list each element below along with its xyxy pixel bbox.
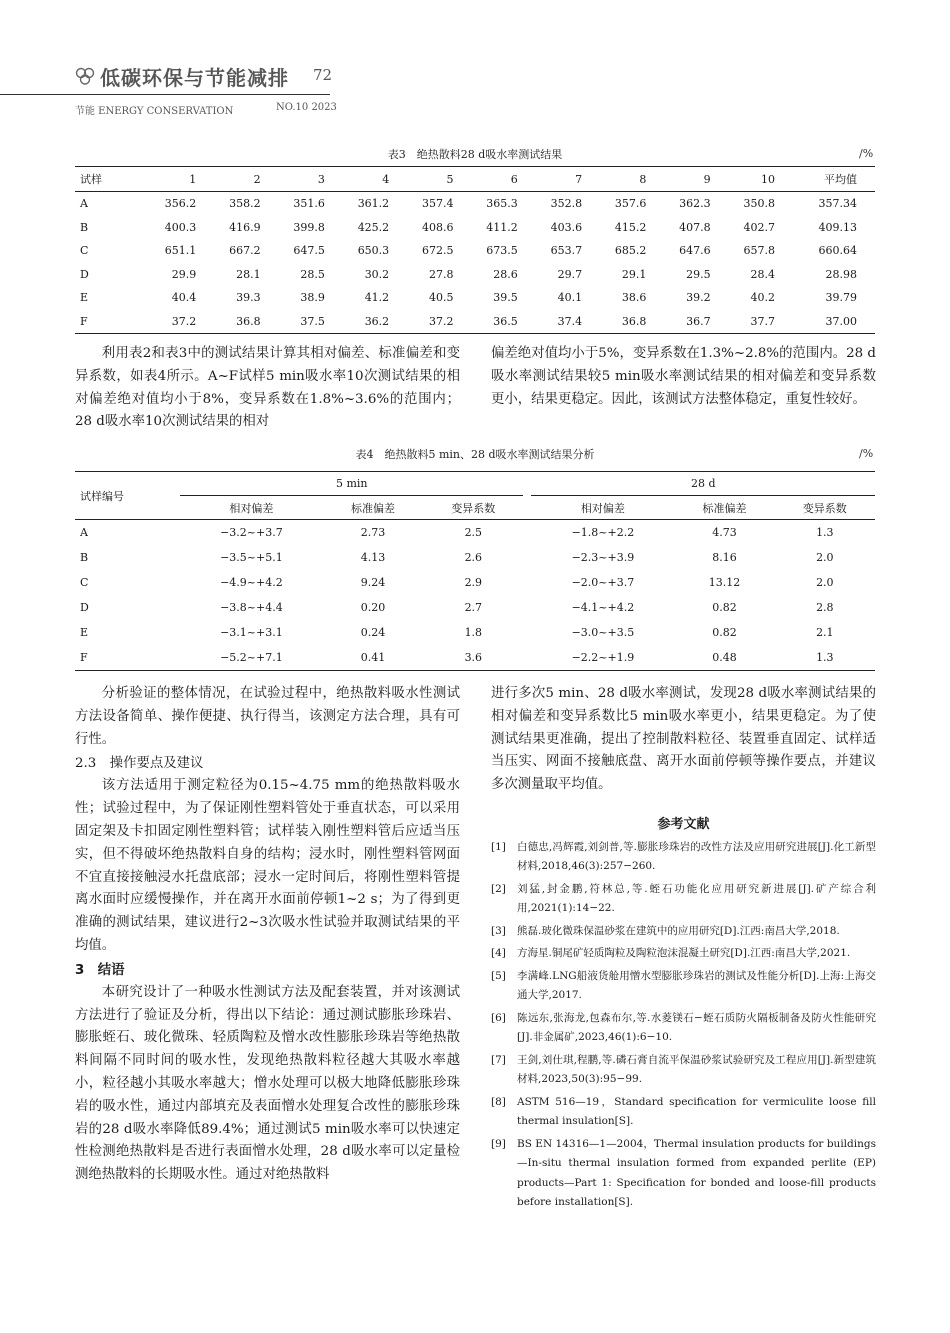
paragraph-results-right: 偏差绝对值均小于5%，变异系数在1.3%~2.8%的范围内。28 d吸水率测试结果较5 min吸水率测试结果的相对偏差和变异系数更小，结果更稳定。因此，该测试方法整体稳定，重复性较好。 bbox=[491, 346, 876, 407]
table3-value-cell: 29.7 bbox=[557, 267, 583, 281]
reference-item bbox=[491, 1093, 876, 1132]
table3-value-cell: 352.8 bbox=[550, 197, 583, 211]
table4-unit: /% bbox=[859, 447, 874, 460]
table3-sample-cell: A bbox=[80, 197, 88, 211]
table3-value-cell: 365.3 bbox=[486, 197, 518, 211]
reference-item bbox=[491, 838, 876, 877]
table3-value-cell: 673.5 bbox=[486, 244, 518, 258]
table4-value-cell: −2.0~+3.7 bbox=[571, 576, 635, 589]
table3-header-cell: 5 bbox=[397, 167, 461, 192]
heading-3-conclusion: 3 结语 bbox=[75, 962, 125, 978]
table4-gap-cell bbox=[523, 595, 531, 620]
table4-row bbox=[75, 620, 875, 645]
table4-value-cell: 2.9 bbox=[464, 576, 483, 589]
table4-value-cell: −2.3~+3.9 bbox=[571, 551, 635, 564]
reference-number: [1] bbox=[491, 840, 506, 853]
table3-value-cell: 425.2 bbox=[357, 220, 390, 234]
journal-title: 低碳环保与节能减排 bbox=[100, 66, 289, 90]
table3-caption: 表3 绝热散料28 d吸水率测试结果 bbox=[387, 148, 563, 161]
reference-number: [5] bbox=[491, 969, 506, 982]
paragraph-conclusion-cont: 进行多次5 min、28 d吸水率测试，发现28 d吸水率测试结果的相对偏差和变异系数比5 min吸水率更小，结果更稳定。为了使测试结果更准确，提出了控制散料粒径、装置垂直固定、试样适当压实、网面不接触底盘、离开水面前停顿等操作要点，并建议多次测量取平均值。 bbox=[491, 686, 876, 793]
table4-value-cell: 2.1 bbox=[816, 626, 834, 639]
table3-row bbox=[75, 239, 875, 263]
heading-2-3: 2.3 操作要点及建议 bbox=[75, 756, 204, 772]
table3-sample-cell: D bbox=[80, 267, 89, 281]
table4-group-5min: 5 min bbox=[180, 472, 523, 496]
table4-value-cell: 8.16 bbox=[712, 551, 737, 564]
table4-value-cell: 2.73 bbox=[360, 526, 386, 539]
paragraph-results-left: 利用表2和表3中的测试结果计算其相对偏差、标准偏差和变异系数，如表4所示。A~F试样5 min吸水率10次测试结果的相对偏差绝对值均小于8%，变异系数在1.8%~3.6%的范围内；28 d吸水率10次测试结果的相对 bbox=[75, 346, 460, 430]
reference-number: [9] bbox=[491, 1137, 506, 1150]
table4-gap-cell bbox=[523, 520, 531, 546]
table3-value-cell: 28.5 bbox=[300, 267, 325, 281]
table3-value-cell: 40.5 bbox=[428, 291, 454, 305]
table3-value-cell: 36.2 bbox=[364, 314, 390, 328]
table3-value-cell: 28.98 bbox=[825, 267, 857, 281]
table4-value-cell: −5.2~+7.1 bbox=[220, 651, 283, 664]
table4-value-cell: −4.1~+4.2 bbox=[571, 601, 635, 614]
references-list bbox=[491, 838, 876, 1213]
table4-sample-cell: E bbox=[80, 626, 89, 639]
table4-gap-cell bbox=[523, 545, 531, 570]
table4-group-row bbox=[75, 472, 875, 496]
table3-value-cell: 39.5 bbox=[493, 291, 518, 305]
table3-value-cell: 28.6 bbox=[493, 267, 518, 281]
table3-value-cell: 41.2 bbox=[364, 291, 390, 305]
table3-value-cell: 36.7 bbox=[686, 314, 711, 328]
table4-row bbox=[75, 645, 875, 671]
table3-value-cell: 29.1 bbox=[621, 267, 647, 281]
reference-text: ASTM 516—19，Standard specification for vermiculite loose fill thermal insulation[S]. bbox=[517, 1095, 876, 1128]
table3-value-cell: 29.9 bbox=[171, 267, 197, 281]
table4-sample-header: 试样编号 bbox=[75, 472, 180, 520]
table4-value-cell: 4.13 bbox=[360, 551, 386, 564]
table3-header-cell: 1 bbox=[140, 167, 204, 192]
table3-value-cell: 650.3 bbox=[357, 244, 390, 258]
table3-row bbox=[75, 216, 875, 240]
table4-value-cell: 2.8 bbox=[816, 601, 834, 614]
table4-value-cell: −3.2~+3.7 bbox=[220, 526, 283, 539]
table4-value-cell: −3.0~+3.5 bbox=[571, 626, 635, 639]
table4-gap-cell bbox=[523, 620, 531, 645]
table4-value-cell: 3.6 bbox=[464, 651, 483, 664]
table3-value-cell: 657.8 bbox=[743, 244, 775, 258]
table3-value-cell: 39.2 bbox=[686, 291, 711, 305]
table3-value-cell: 408.6 bbox=[421, 220, 454, 234]
table3-header-cell: 8 bbox=[590, 167, 654, 192]
table3-sample-cell: C bbox=[80, 244, 89, 258]
table4-value-cell: 0.82 bbox=[712, 626, 737, 639]
table4-sample-cell: F bbox=[80, 651, 88, 664]
table3-value-cell: 403.6 bbox=[550, 220, 583, 234]
table4-gap-cell bbox=[523, 645, 531, 671]
reference-item bbox=[491, 880, 876, 919]
journal-logo-icon bbox=[75, 67, 95, 85]
table4-value-cell: 0.24 bbox=[360, 626, 386, 639]
table3-value-cell: 38.9 bbox=[300, 291, 325, 305]
table4-subheader-cell: 变异系数 bbox=[423, 496, 523, 520]
table3-value-cell: 40.2 bbox=[750, 291, 775, 305]
table4-value-cell: 9.24 bbox=[360, 576, 386, 589]
table3-value-cell: 357.6 bbox=[614, 197, 647, 211]
table3-header-cell: 7 bbox=[526, 167, 590, 192]
table3-value-cell: 38.6 bbox=[621, 291, 647, 305]
reference-text: 方海星.铜尾矿轻质陶粒及陶粒泡沫混凝土研究[D].江西:南昌大学,2021. bbox=[517, 947, 851, 960]
reference-text: 刘猛,封金鹏,符林总,等.蛭石功能化应用研究新进展[J].矿产综合利用,2021(1):14−22. bbox=[517, 882, 876, 915]
table4-value-cell: 2.0 bbox=[816, 551, 834, 564]
page-number: 72 bbox=[313, 66, 333, 84]
table4-row bbox=[75, 520, 875, 546]
table3-value-cell: 647.6 bbox=[679, 244, 711, 258]
section-label: 节能 ENERGY CONSERVATION bbox=[75, 106, 234, 117]
table4-subheader-row bbox=[75, 496, 875, 520]
table3-value-cell: 36.8 bbox=[621, 314, 647, 328]
right-column bbox=[491, 683, 876, 1216]
table3-value-cell: 357.34 bbox=[818, 197, 857, 211]
table3-value-cell: 361.2 bbox=[357, 197, 390, 211]
table3-header-cell: 试样 bbox=[75, 167, 140, 192]
table3-value-cell: 672.5 bbox=[421, 244, 454, 258]
table4-value-cell: 1.3 bbox=[816, 651, 834, 664]
reference-number: [4] bbox=[491, 947, 506, 960]
table3-value-cell: 40.1 bbox=[557, 291, 583, 305]
table3-value-cell: 27.8 bbox=[428, 267, 454, 281]
table4-gap-cell bbox=[523, 570, 531, 595]
reference-text: 熊磊.玻化微珠保温砂浆在建筑中的应用研究[D].江西:南昌大学,2018. bbox=[517, 924, 840, 937]
table4-row bbox=[75, 545, 875, 570]
reference-number: [3] bbox=[491, 924, 506, 937]
table3-value-cell: 39.3 bbox=[236, 291, 261, 305]
table3-value-cell: 358.2 bbox=[229, 197, 261, 211]
table4-sample-cell: D bbox=[80, 601, 89, 614]
table4-value-cell: 1.8 bbox=[464, 626, 483, 639]
reference-item bbox=[491, 944, 876, 964]
header-rule bbox=[0, 94, 330, 95]
table3-value-cell: 28.4 bbox=[750, 267, 775, 281]
table3-value-cell: 37.7 bbox=[750, 314, 775, 328]
reference-text: 陈远东,张海龙,包森布尔,等.水菱镁石−蛭石质防火隔板制备及防火性能研究[J].非金属矿,2023,46(1):6−10. bbox=[517, 1011, 876, 1044]
table4-value-cell: 4.73 bbox=[712, 526, 737, 539]
table3-header-cell: 平均值 bbox=[783, 167, 875, 192]
table3 bbox=[75, 166, 875, 334]
table3-value-cell: 40.4 bbox=[171, 291, 197, 305]
table4-subheader-cell: 标准偏差 bbox=[674, 496, 774, 520]
table4-value-cell: −3.5~+5.1 bbox=[220, 551, 283, 564]
issue-label: NO.10 2023 bbox=[276, 102, 337, 113]
reference-item bbox=[491, 967, 876, 1006]
table3-sample-cell: F bbox=[80, 314, 88, 328]
table3-row bbox=[75, 286, 875, 310]
table3-value-cell: 415.2 bbox=[614, 220, 647, 234]
table4-value-cell: −3.1~+3.1 bbox=[220, 626, 283, 639]
table3-sample-cell: E bbox=[80, 291, 89, 305]
reference-text: BS EN 14316—1—2004，Thermal insulation products for buildings—In-situ thermal insulation formed from expanded perlite (EP) products—Part 1: Specification for bonded and loose-fill products before installation[S]. bbox=[517, 1137, 876, 1209]
table3-value-cell: 37.2 bbox=[428, 314, 454, 328]
table4-caption: 表4 绝热散料5 min、28 d吸水率测试结果分析 bbox=[355, 448, 595, 461]
table4-value-cell: −1.8~+2.2 bbox=[571, 526, 635, 539]
table4-value-cell: −4.9~+4.2 bbox=[220, 576, 283, 589]
paragraph-operation-points: 该方法适用于测定粒径为0.15~4.75 mm的绝热散料吸水性；试验过程中，为了保证刚性塑料管处于垂直状态，可以采用固定架及卡扣固定刚性塑料管；试样装入刚性塑料管后应适当压实，但不得破坏绝热散料自身的结构；浸水时，刚性塑料管网面不宜直接接触浸水托盘底部；浸水一定时间后，将刚性塑料管提离水面时应缓慢操作，并在离开水面前停顿1~2 s；为了得到更准确的测试结果，建议进行2~3次吸水性试验并取测试结果的平均值。 bbox=[75, 778, 460, 953]
table3-value-cell: 647.5 bbox=[293, 244, 325, 258]
table3-value-cell: 351.6 bbox=[293, 197, 325, 211]
table4-subheader-cell: 相对偏差 bbox=[531, 496, 674, 520]
table3-value-cell: 660.64 bbox=[818, 244, 857, 258]
reference-text: 白德忠,冯辉霞,刘剑普,等.膨胀珍珠岩的改性方法及应用研究进展[J].化工新型材料,2018,46(3):257−260. bbox=[517, 840, 876, 873]
reference-number: [7] bbox=[491, 1053, 506, 1066]
table4-sample-cell: B bbox=[80, 551, 89, 564]
table4-value-cell: 1.3 bbox=[816, 526, 834, 539]
table4-sample-cell: C bbox=[80, 576, 89, 589]
table3-value-cell: 667.2 bbox=[229, 244, 261, 258]
table4-value-cell: 2.7 bbox=[464, 601, 483, 614]
table4-value-cell: −3.8~+4.4 bbox=[220, 601, 283, 614]
table3-value-cell: 30.2 bbox=[364, 267, 390, 281]
reference-number: [6] bbox=[491, 1011, 506, 1024]
table3-value-cell: 357.4 bbox=[421, 197, 454, 211]
table3-row bbox=[75, 310, 875, 334]
table3-value-cell: 28.1 bbox=[236, 267, 261, 281]
table4-subheader-cell: 变异系数 bbox=[775, 496, 875, 520]
table3-value-cell: 29.5 bbox=[686, 267, 711, 281]
table4-value-cell: 2.6 bbox=[464, 551, 483, 564]
table3-value-cell: 350.8 bbox=[743, 197, 775, 211]
table4-value-cell: 0.48 bbox=[712, 651, 737, 664]
table3-sample-cell: B bbox=[80, 220, 89, 234]
table4-subheader-cell: 标准偏差 bbox=[323, 496, 423, 520]
table3-value-cell: 400.3 bbox=[164, 220, 197, 234]
paragraph-conclusion: 本研究设计了一种吸水性测试方法及配套装置，并对该测试方法进行了验证及分析，得出以下结论：通过测试膨胀珍珠岩、膨胀蛭石、玻化微珠、轻质陶粒及憎水改性膨胀珍珠岩等绝热散料间隔不同时间的吸水性，发现绝热散料粒径越大其吸水率越小，粒径越小其吸水率越大；憎水处理可以极大地降低膨胀珍珠岩的吸水性，通过内部填充及表面憎水处理复合改性的膨胀珍珠岩的28 d吸水率降低89.4%；通过测试5 min吸水率可以快速定性检测绝热散料是否进行表面憎水处理，28 d吸水率可以定量检测绝热散料的长期吸水性。通过对绝热散料 bbox=[75, 984, 460, 1183]
table3-value-cell: 36.8 bbox=[236, 314, 261, 328]
table3-header-cell: 9 bbox=[654, 167, 718, 192]
table4-row bbox=[75, 595, 875, 620]
reference-item bbox=[491, 1009, 876, 1048]
table4-value-cell: 2.5 bbox=[464, 526, 483, 539]
table4-value-cell: −2.2~+1.9 bbox=[571, 651, 635, 664]
table3-header-cell: 2 bbox=[204, 167, 268, 192]
table3-value-cell: 362.3 bbox=[679, 197, 711, 211]
reference-text: 李满峰.LNG船液货舱用憎水型膨胀珍珠岩的测试及性能分析[D].上海:上海交通大学,2017. bbox=[517, 969, 876, 1002]
references-title: 参考文献 bbox=[657, 816, 710, 832]
reference-text: 王剑,刘仕琪,程鹏,等.磷石膏自流平保温砂浆试验研究及工程应用[J].新型建筑材料,2023,50(3):95−99. bbox=[517, 1053, 876, 1086]
table3-header-cell: 6 bbox=[461, 167, 525, 192]
table3-value-cell: 685.2 bbox=[614, 244, 647, 258]
reference-number: [8] bbox=[491, 1095, 506, 1108]
paragraph-analysis: 分析验证的整体情况，在试验过程中，绝热散料吸水性测试方法设备简单、操作便捷、执行得当，该测定方法合理，具有可行性。 bbox=[75, 686, 460, 747]
table3-value-cell: 651.1 bbox=[164, 244, 197, 258]
table4-row bbox=[75, 570, 875, 595]
table3-value-cell: 37.4 bbox=[557, 314, 583, 328]
table3-row bbox=[75, 263, 875, 287]
table3-value-cell: 356.2 bbox=[164, 197, 197, 211]
table3-value-cell: 411.2 bbox=[486, 220, 518, 234]
table3-value-cell: 402.7 bbox=[743, 220, 775, 234]
table3-row bbox=[75, 192, 875, 216]
table3-value-cell: 409.13 bbox=[818, 220, 857, 234]
table3-value-cell: 407.8 bbox=[679, 220, 711, 234]
table3-header-cell: 3 bbox=[269, 167, 333, 192]
table4-value-cell: 0.82 bbox=[712, 601, 737, 614]
table3-header-cell: 4 bbox=[333, 167, 397, 192]
table4-group-28d: 28 d bbox=[531, 472, 875, 496]
left-column bbox=[75, 683, 460, 1187]
table3-value-cell: 653.7 bbox=[550, 244, 583, 258]
table4-value-cell: 0.41 bbox=[360, 651, 386, 664]
table3-value-cell: 37.5 bbox=[300, 314, 325, 328]
table4-value-cell: 2.0 bbox=[816, 576, 834, 589]
table3-value-cell: 37.00 bbox=[825, 314, 857, 328]
table3-value-cell: 37.2 bbox=[171, 314, 197, 328]
reference-item bbox=[491, 922, 876, 942]
table4 bbox=[75, 471, 875, 671]
reference-item bbox=[491, 1135, 876, 1213]
table3-unit: /% bbox=[859, 147, 874, 160]
table3-value-cell: 36.5 bbox=[493, 314, 518, 328]
table3-value-cell: 39.79 bbox=[825, 291, 857, 305]
table3-header-row bbox=[75, 167, 875, 192]
table4-subheader-cell: 相对偏差 bbox=[180, 496, 323, 520]
table3-value-cell: 399.8 bbox=[293, 220, 325, 234]
table3-value-cell: 416.9 bbox=[229, 220, 261, 234]
reference-item bbox=[491, 1051, 876, 1090]
table4-sample-cell: A bbox=[80, 526, 88, 539]
table4-value-cell: 13.12 bbox=[708, 576, 741, 589]
reference-number: [2] bbox=[491, 882, 506, 895]
table4-value-cell: 0.20 bbox=[360, 601, 386, 614]
table3-header-cell: 10 bbox=[719, 167, 783, 192]
